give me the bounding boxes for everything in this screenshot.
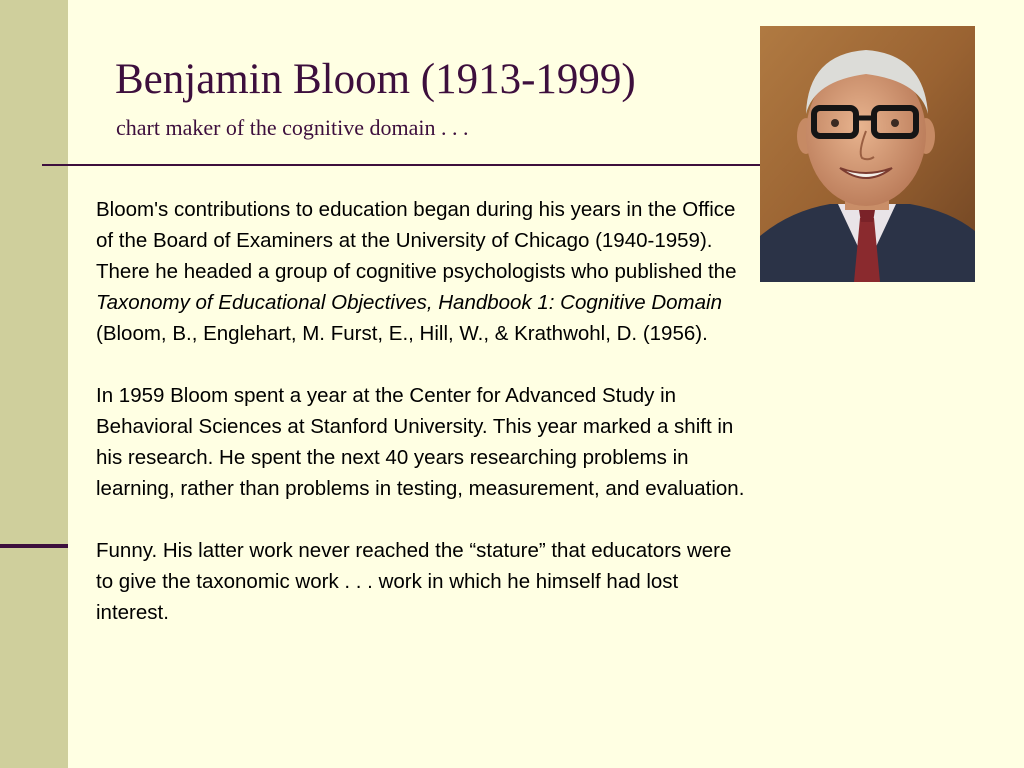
paragraph-stanford: In 1959 Bloom spent a year at the Center for Advanced Study in Behavioral Sciences at Stanford University. This year marked a shift in his research. He spent the next 40 years researching problems in learning, rather than problems in testing, measurement, and evaluation. (96, 384, 745, 500)
paragraph-funny: Funny. His latter work never reached the “stature” that educators were to give the taxonomic work . . . work in which he himself had lost interest. (96, 539, 732, 624)
paragraph-1-text: Bloom's contributions to education began during his years in the Office of the Board of Examiners at the University of Chicago (1940-1959). There he headed a group of cognitive psychologists who published the (96, 198, 737, 283)
portrait-photo (760, 26, 975, 282)
side-accent-rule (0, 544, 68, 548)
body-text (96, 194, 751, 628)
title-divider (42, 164, 762, 166)
slide-title: Benjamin Bloom (1913-1999) (115, 56, 636, 103)
paragraph-contributions (96, 194, 751, 349)
slide-subtitle: chart maker of the cognitive domain . . . (116, 115, 469, 140)
taxonomy-title: Taxonomy of Educational Objectives, Handbook 1: Cognitive Domain (96, 291, 722, 314)
paragraph-1-citation: (Bloom, B., Englehart, M. Furst, E., Hill, W., & Krathwohl, D. (1956). (96, 322, 708, 345)
side-band (0, 0, 68, 768)
